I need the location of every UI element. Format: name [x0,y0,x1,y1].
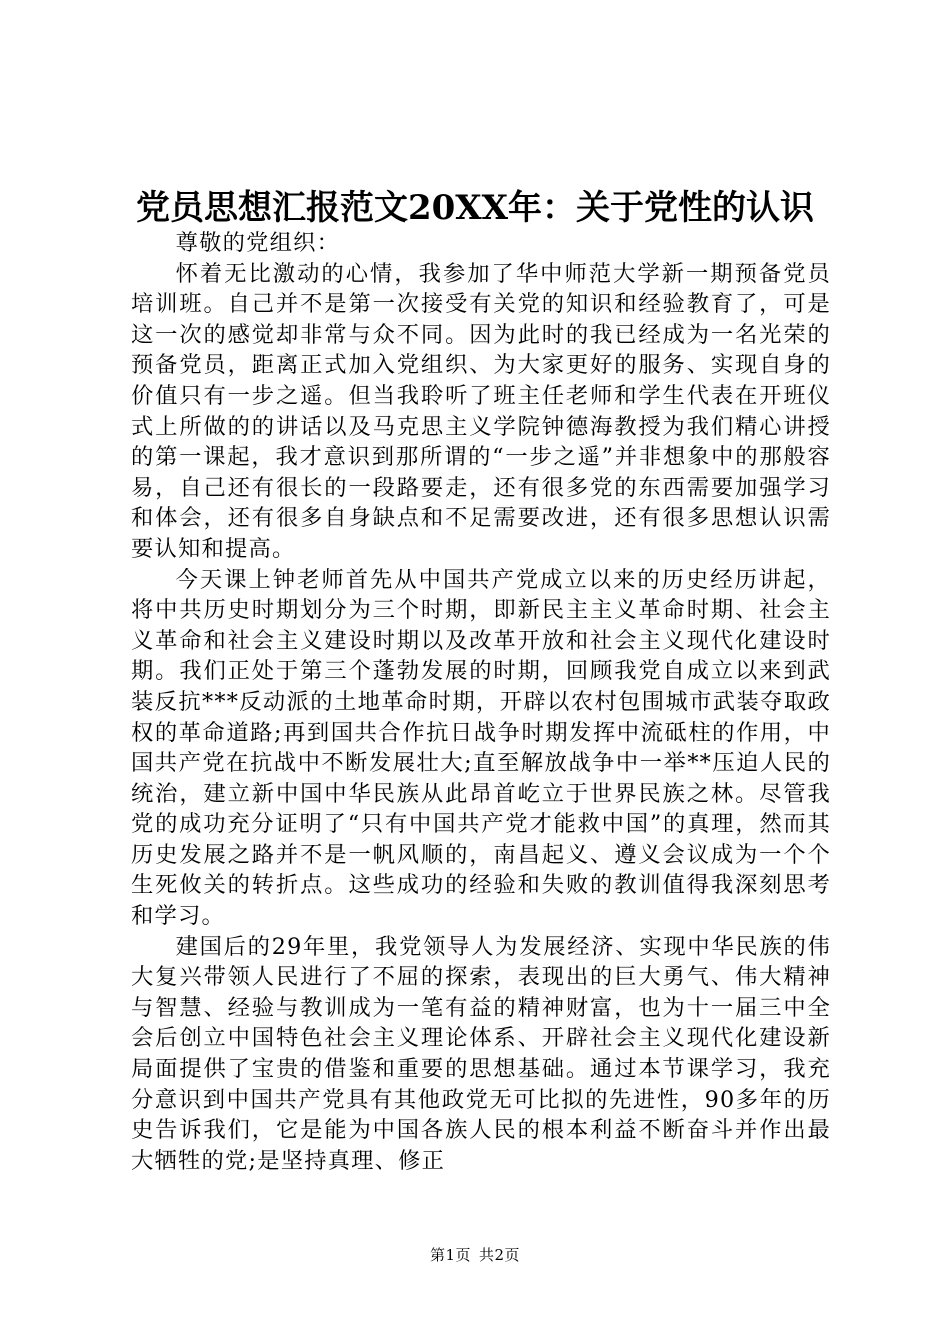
body-paragraph: 建国后的29年里，我党领导人为发展经济、实现中华民族的伟大复兴带领人民进行了不屈的探索，表现出的巨大勇气、伟大精神与智慧、经验与教训成为一笔有益的精神财富，也为十一届三中全会后创立中国特色社会主义理论体系、开辟社会主义现代化建设新局面提供了宝贵的借鉴和重要的思想基础。通过本节课学习，我充分意识到中国共产党具有其他政党无可比拟的先进性，90多年的历史告诉我们，它是能为中国各族人民的根本利益不断奋斗并作出最大牺牲的党;是坚持真理、修正 [131,933,831,1174]
page-total: 共2页 [479,1246,521,1264]
body-paragraph: 今天课上钟老师首先从中国共产党成立以来的历史经历讲起，将中共历史时期划分为三个时期，即新民主主义革命时期、社会主义革命和社会主义建设时期以及改革开放和社会主义现代化建设时期。我们正处于第三个蓬勃发展的时期，回顾我党自成立以来到武装反抗***反动派的土地革命时期，开辟以农村包围城市武装夺取政权的革命道路;再到国共合作抗日战争时期发挥中流砥柱的作用，中国共产党在抗战中不断发展壮大;直至解放战争中一举**压迫人民的统治，建立新中国中华民族从此昂首屹立于世界民族之林。尽管我党的成功充分证明了“只有中国共产党才能救中国”的真理，然而其历史发展之路并不是一帆风顺的，南昌起义、遵义会议成为一个个生死攸关的转折点。这些成功的经验和失败的教训值得我深刻思考和学习。 [131,566,831,930]
body-paragraph: 怀着无比激动的心情，我参加了华中师范大学新一期预备党员培训班。自己并不是第一次接受有关党的知识和经验教育了，可是这一次的感觉却非常与众不同。因为此时的我已经成为一名光荣的预备党员，距离正式加入党组织、为大家更好的服务、实现自身的价值只有一步之遥。但当我聆听了班主任老师和学生代表在开班仪式上所做的的讲话以及马克思主义学院钟德海教授为我们精心讲授的第一课起，我才意识到那所谓的“一步之遥”并非想象中的那般容易，自己还有很长的一段路要走，还有很多党的东西需要加强学习和体会，还有很多自身缺点和不足需要改进，还有很多思想认识需要认知和提高。 [131,260,831,562]
document-title: 党员思想汇报范文20XX年：关于党性的认识 [135,188,815,228]
page-footer [0,1245,950,1265]
salutation-paragraph: 尊敬的党组织： [175,230,341,256]
document-body [131,228,831,1176]
page-number: 第1页 [429,1246,471,1264]
